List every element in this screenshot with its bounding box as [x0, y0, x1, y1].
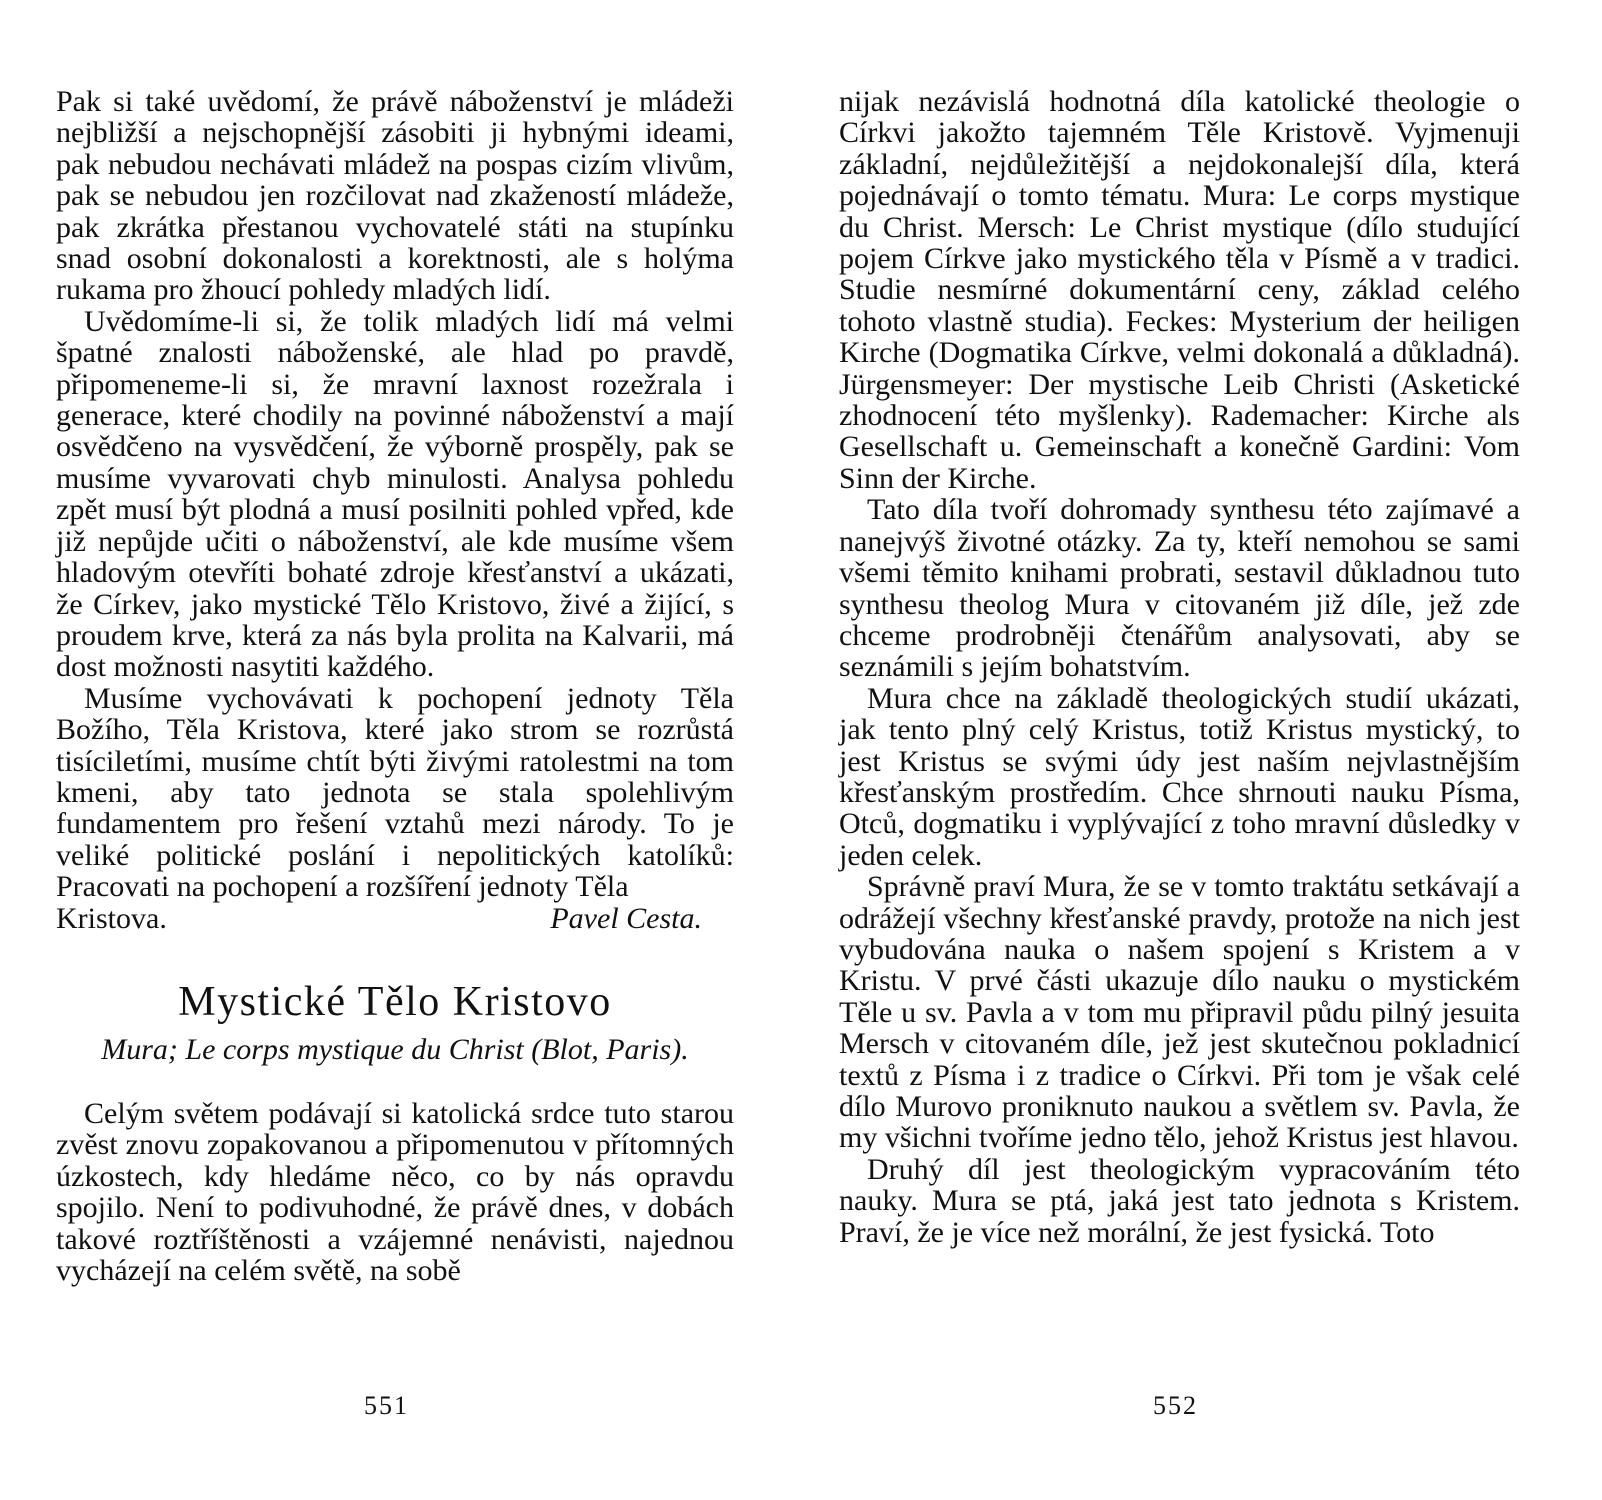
paragraph: Celým světem podávají si katolická srdce tuto starou zvěst znovu zopakovanou a připomenutou v přítomných úzkostech, kdy hledáme něco, co by nás opravdu spojilo. Není to podivuhodné, že právě dnes, v dobách takové roztříštěnosti a vzájemné nenávisti, najednou vycházejí na celém světě, na sobě	[56, 1096, 734, 1287]
paragraph: nijak nezávislá hodnotná díla katolické theologie o Církvi jakožto tajemném Těle Kristově. Vyjmenuji základní, nejdůležitější a nejdokonalejší díla, která pojednávají o tomto tématu. Mura: Le corps mystique du Christ. Mersch: Le Christ mystique (dílo studující pojem Církve jako mystického těla v Písmě a v tradici. Studie nesmírné dokumentární ceny, základ celého tohoto vlastně studia). Feckes: Mysterium der heiligen Kirche (Dogmatika Církve, velmi dokonalá a důkladná). Jürgensmeyer: Der mystische Leib Christi (Asketické zhodnocení této myšlenky). Rademacher: Kirche als Gesellschaft u. Gemeinschaft a konečně Gardini: Vom Sinn der Kirche.	[839, 85, 1520, 495]
right-page	[801, 0, 1602, 1500]
paragraph: Mura chce na základě theologických studií ukázati, jak tento plný celý Kristus, totiž Kristus mystický, to jest Kristus se svými údy jest naším nejvlastnějším křesťanským prostředím. Chce shrnouti nauku Písma, Otců, dogmatiku i vyplývající z toho mravní důsledky v jeden celek.	[839, 681, 1520, 872]
article-title: Mystické Tělo Kristovo	[178, 978, 612, 1025]
article-subtitle: Mura; Le corps mystique du Christ (Blot, Paris).	[101, 1032, 689, 1066]
left-text-column	[56, 86, 734, 1286]
paragraph: Druhý díl jest theologickým vypracováním této nauky. Mura se ptá, jaká jest tato jednota s Kristem. Praví, že je více než morální, že jest fysická. Toto	[839, 1152, 1520, 1249]
page-number: 552	[1153, 1391, 1198, 1420]
paragraph: Pak si také uvědomí, že právě náboženství je mládeži nejbližší a nejschopnější zásobiti ji hybnými ideami, pak nebudou nechávati mládež na pospas cizím vlivům, pak se nebudou jen rozčilovat nad zkažeností mládeže, pak zkrátka přestanou vychovatelé státi na stupínku snad osobní dokonalosti a korektnosti, ale s holýma rukama pro žhoucí pohledy mladých lidí.	[56, 85, 734, 307]
author-signature: Pavel Cesta.	[550, 901, 702, 935]
right-text-column	[839, 86, 1520, 1248]
page-number: 551	[364, 1391, 409, 1420]
paragraph: Tato díla tvoří dohromady synthesu této zajímavé a nanejvýš životné otázky. Za ty, kteří nemohou se sami všemi těmito knihami probrati, sestavil důkladnou tuto synthesu theolog Mura v citovaném již díle, jež zde chceme prodrobněji čtenářům analysovati, aby se seznámili s jejím bohatstvím.	[839, 493, 1520, 684]
paragraph: Uvědomíme-li si, že tolik mladých lidí má velmi špatné znalosti náboženské, ale hlad po pravdě, připomeneme-li si, že mravní laxnost rozežrala i generace, které chodily na povinné náboženství a mají osvědčeno na vysvědčení, že výborně prospěly, pak se musíme vyvarovati chyb minulosti. Analysa pohledu zpět musí být plodná a musí posilniti pohled vpřed, kde již nepůjde učiti o náboženství, ale kde musíme všem hladovým otevříti bohaté zdroje křesťanství a ukázati, že Církev, jako mystické Tělo Kristovo, živé a žijící, s proudem krve, která za nás byla prolita na Kalvarii, má dost možnosti nasytiti každého.	[56, 304, 734, 684]
signature-line	[56, 903, 734, 934]
paragraph-end: Kristova.	[56, 901, 167, 935]
paragraph: Správně praví Mura, že se v tomto traktátu setkávají a odrážejí všechny křesťanské pravdy, protože na nich jest vybudována nauka o našem spojení s Kristem a v Kristu. V prvé části ukazuje dílo nauku o mystickém Těle u sv. Pavla a v tom mu připravil půdu pilný jesuita Mersch v citovaném díle, jež jest skutečnou pokladnicí textů z Písma i z tradice o Církvi. Při tom je však celé dílo Murovo proniknuto naukou a světlem sv. Pavla, že my všichni tvoříme jedno tělo, jehož Kristus jest hlavou.	[839, 870, 1520, 1155]
paragraph: Musíme vychovávati k pochopení jednoty Těla Božího, Těla Kristova, které jako strom se rozrůstá tisíciletími, musíme chtít býti živými ratolestmi na tom kmeni, aby tato jednota se stala spolehlivým fundamentem pro řešení vztahů mezi národy. To je veliké politické poslání i nepolitických katolíků: Pracovati na pochopení a rozšíření jednoty Těla	[56, 681, 734, 904]
